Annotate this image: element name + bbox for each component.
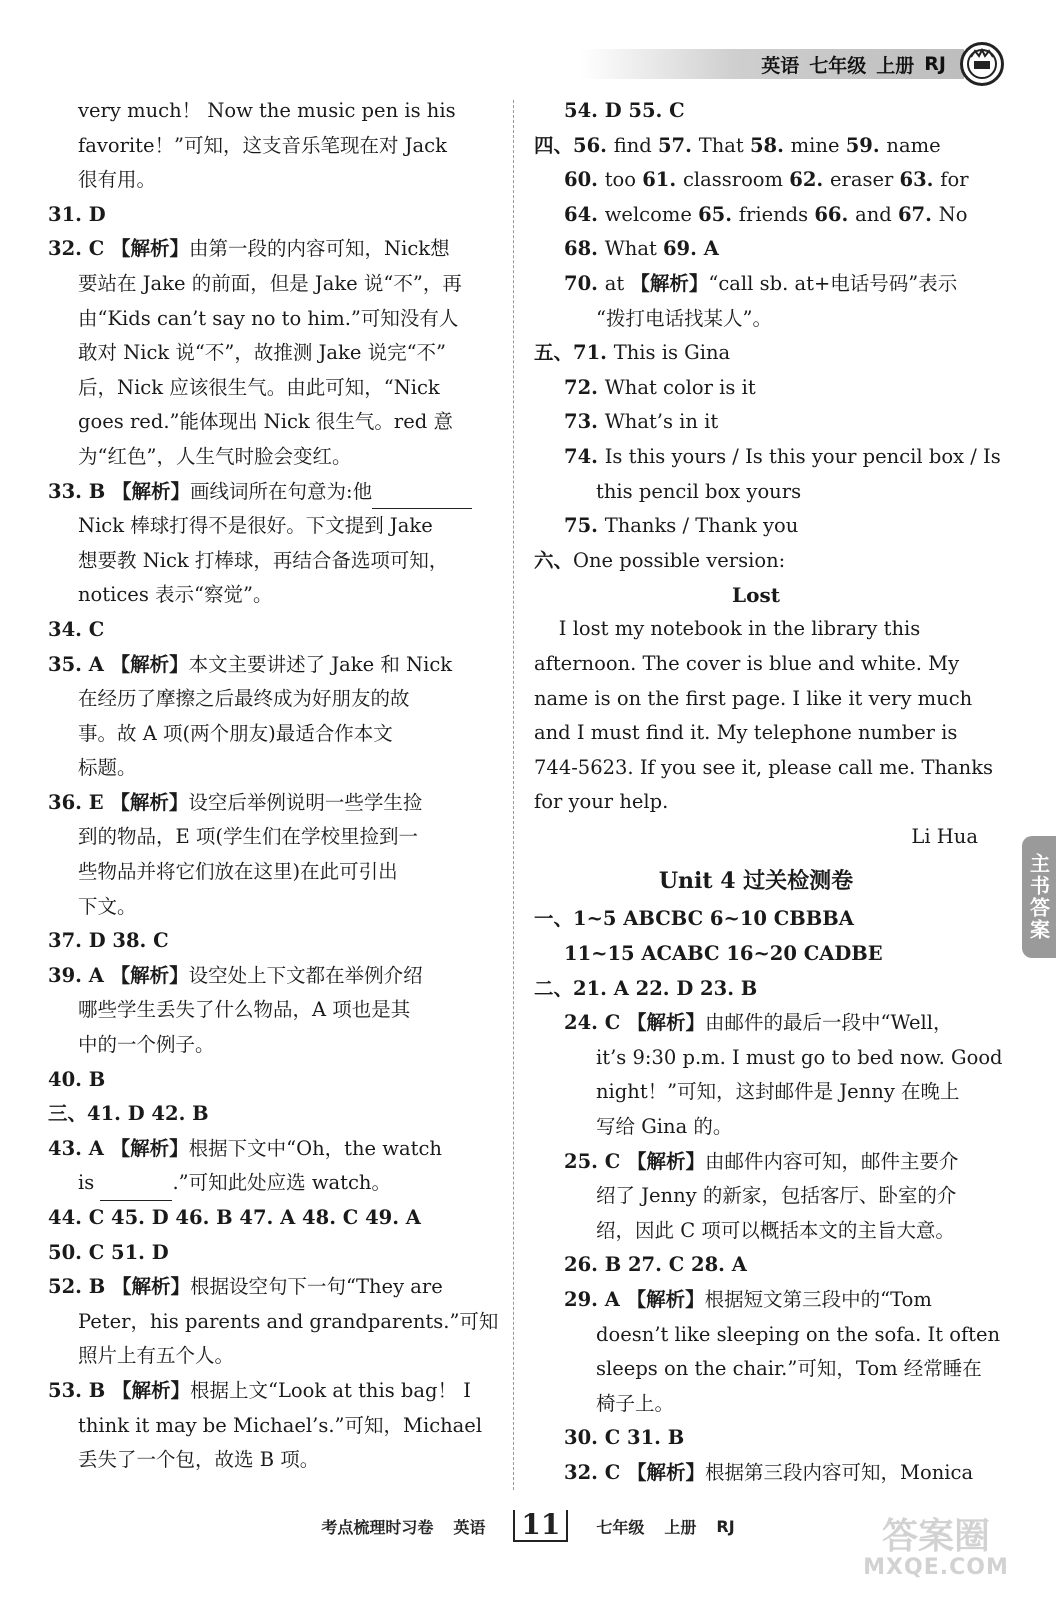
answer-number: 25. C [564, 1149, 621, 1173]
answer-line [534, 129, 978, 164]
answer-number: 64. [564, 202, 605, 226]
essay-signature: Li Hua [911, 824, 978, 848]
answer-text: “call sb. at+电话号码”表示 [708, 271, 958, 295]
answer-line [48, 371, 488, 406]
answer-text: 到的物品，E 项(学生们在学校里捡到一 [78, 825, 419, 849]
answer-line [48, 1236, 488, 1271]
answer-text: goes red.”能体现出 Nick 很生气。red 意 [78, 410, 453, 434]
answer-line [48, 682, 488, 717]
answer-text: Is this yours / Is this your pencil box / Is [604, 444, 1001, 468]
answer-line [48, 405, 488, 440]
answer-text: 根据上文“Look at this bag！ I [190, 1378, 471, 1402]
answer-text: Peter，his parents and grandparents.”可知 [78, 1309, 499, 1333]
answer-number: 59. [845, 133, 887, 157]
answer-line [48, 544, 488, 579]
header-edition: RJ [924, 53, 946, 75]
analysis-tag: 【解析】 [620, 1011, 706, 1035]
answer-text: 照片上有五个人。 [78, 1344, 235, 1368]
answer-number: 32. C [48, 237, 105, 261]
answer-number: 26. B 27. C 28. A [564, 1253, 747, 1277]
essay-line: name is on the first page. I like it very much [534, 686, 973, 710]
answer-line [534, 972, 978, 1007]
answer-number: 72. [564, 375, 605, 399]
watermark-line1: 答案圈 [881, 1516, 990, 1557]
answer-text: 想要教 Nick 打棒球，再结合备选项可知， [78, 548, 449, 572]
answer-number: 37. D 38. C [48, 929, 169, 953]
answer-text: 为“红色”，人生气时脸会变红。 [78, 444, 352, 468]
answer-text: That [698, 133, 750, 157]
header-grade: 七年级 [809, 54, 867, 77]
right-column [534, 94, 1003, 1491]
side-tab [1022, 836, 1056, 958]
answer-line [48, 751, 488, 786]
answer-text: 下文。 [78, 894, 137, 918]
answer-text: Nick 棒球打得不是很好。下文提到 Jake [78, 514, 433, 538]
answer-line [48, 198, 488, 233]
answer-text: No [938, 202, 968, 226]
answer-number: 50. C 51. D [48, 1240, 169, 1264]
answer-line [534, 302, 978, 337]
answer-text: 很有用。 [78, 168, 157, 192]
answer-text: 中的一个例子。 [78, 1033, 215, 1057]
answer-text: 写给 Gina 的。 [596, 1115, 733, 1139]
answer-line [48, 94, 488, 129]
essay-line: 744-5623. If you see it, please call me. Thanks [534, 755, 994, 779]
answer-text: 根据下文中“Oh，the watch [188, 1136, 442, 1160]
answer-number: 58. [749, 133, 791, 157]
answer-line [534, 198, 978, 233]
answer-line [534, 232, 978, 267]
answer-text: 根据短文第三段中的“Tom [704, 1288, 932, 1311]
answer-line [48, 232, 488, 267]
answer-line [534, 544, 978, 579]
answer-text: and [855, 202, 898, 226]
answer-line [534, 1352, 982, 1387]
footer-book: 考点梳理时习卷 [321, 1517, 434, 1537]
analysis-tag: 【解析】 [105, 1378, 190, 1402]
answer-number: 一、 [534, 907, 574, 931]
answer-number: 二、 [534, 976, 574, 1000]
answer-text: doesn’t like sleeping on the sofa. It often [596, 1322, 1001, 1346]
essay-title: Lost [732, 583, 780, 608]
header-strip [581, 49, 964, 79]
answer-text: too [604, 168, 643, 192]
answer-line [48, 336, 488, 371]
answer-line [48, 1028, 488, 1063]
fill-blank [100, 1178, 172, 1201]
answer-number: 三、 [48, 1102, 88, 1126]
fill-blank [372, 486, 472, 509]
answer-line [48, 959, 488, 994]
answer-number: 35. A [48, 652, 104, 676]
answer-number: 54. D 55. C [564, 99, 685, 122]
answer-number: 43. A [48, 1136, 104, 1160]
answer-number: 29. A [564, 1288, 620, 1311]
answer-number: 五、 [534, 341, 574, 365]
answer-line [534, 937, 978, 972]
answer-line [48, 717, 488, 752]
answer-number: 31. D [48, 202, 106, 226]
answer-number: 33. B [48, 479, 106, 503]
answer-line [48, 820, 488, 855]
answer-text: 绍了 Jenny 的新家，包括客厅、卧室的介 [596, 1184, 957, 1208]
answer-line [48, 509, 488, 544]
essay-line: for your help. [534, 790, 669, 814]
publisher-logo-icon [960, 42, 1004, 86]
answer-text: it’s 9:30 p.m. I must go to bed now. Good [596, 1045, 1003, 1069]
answer-number: 40. B [48, 1067, 106, 1091]
answer-number: 60. [564, 168, 605, 192]
answer-number: 56. [573, 133, 614, 157]
answer-text: 要站在 Jake 的前面，但是 Jake 说“不”，再 [78, 271, 462, 295]
answer-line [534, 163, 978, 198]
answer-line [48, 578, 488, 613]
answer-line [534, 1248, 978, 1283]
answer-text: 标题。 [78, 756, 137, 780]
side-tab-label: 主书答案 [1026, 853, 1051, 941]
analysis-tag: 【解析】 [620, 1460, 706, 1484]
answer-number: 41. D 42. B [87, 1102, 209, 1126]
answer-number: 71. [573, 341, 614, 365]
running-header [581, 44, 1004, 84]
watermark [856, 1516, 1016, 1582]
right-top-answers [534, 94, 1001, 578]
answer-line [48, 1097, 488, 1132]
column-divider [513, 100, 514, 1490]
answer-text: What’s in it [604, 410, 719, 434]
answer-number: 11~15 ACABC 16~20 CADBE [564, 942, 883, 966]
answer-text: friends [738, 202, 815, 226]
left-column [48, 94, 499, 1478]
footer-subject: 英语 [453, 1517, 486, 1537]
answer-line [48, 993, 488, 1028]
answer-line [534, 1387, 978, 1422]
answer-line [534, 1456, 978, 1491]
answer-text: 由邮件内容可知，邮件主要介 [705, 1149, 959, 1173]
answer-line [534, 475, 978, 510]
answer-text: notices 表示“察觉”。 [78, 583, 273, 607]
answer-number: 36. E [48, 790, 104, 814]
answer-text: 椅子上。 [596, 1391, 675, 1415]
analysis-tag: 【解析】 [630, 271, 709, 295]
answer-text: at [604, 271, 631, 295]
answer-number: 70. [564, 271, 605, 295]
answer-line [48, 129, 488, 164]
page-number: 11 [513, 1510, 568, 1542]
answer-number: 44. C 45. D 46. B 47. A 48. C 49. A [48, 1206, 421, 1229]
answer-text: 根据设空句下一句“They are [190, 1275, 443, 1299]
answer-text: night！”可知，这封邮件是 Jenny 在晚上 [596, 1080, 960, 1104]
answer-line [534, 94, 978, 129]
answer-number: 21. A 22. D 23. B [573, 976, 758, 1000]
answer-text: this pencil box yours [596, 479, 802, 503]
unit-title: Unit 4 过关检测卷 [658, 868, 854, 895]
answer-text: 由第一段的内容可知，Nick想 [189, 237, 450, 261]
answer-text: very much！ Now the music pen is his [78, 99, 456, 122]
answer-line [48, 1443, 488, 1478]
answer-line [534, 336, 978, 371]
answer-text: 事。故 A 项(两个朋友)最适合作本文 [78, 721, 393, 745]
answer-text: What color is it [604, 375, 756, 399]
answer-text: eraser [829, 168, 900, 192]
answer-number: 30. C 31. B [564, 1426, 685, 1450]
answer-number: 69. A [662, 237, 719, 261]
watermark-line2: MXQE.COM [863, 1555, 1009, 1580]
answer-text: welcome [604, 202, 699, 226]
answer-line [534, 902, 978, 937]
answer-number: 62. [789, 168, 830, 192]
answer-line [534, 1179, 978, 1214]
answer-line [534, 1006, 978, 1041]
answer-text: 设空处上下文都在举例介绍 [188, 963, 423, 987]
answer-number: 61. [642, 168, 683, 192]
essay-line: I lost my notebook in the library this [534, 617, 921, 641]
answer-line [534, 1421, 978, 1456]
answer-text: mine [790, 133, 846, 157]
answer-line [48, 440, 488, 475]
right-bottom-answers [534, 902, 1003, 1490]
answer-text: 本文主要讲述了 Jake 和 Nick [188, 652, 453, 676]
answer-text: 些物品并将它们放在这里)在此可引出 [78, 860, 398, 884]
answer-line [48, 1409, 488, 1444]
answer-number: 57. [657, 133, 699, 157]
answer-line [534, 1283, 978, 1318]
essay-body [534, 612, 994, 820]
answer-line [48, 890, 488, 925]
analysis-tag: 【解析】 [103, 1136, 189, 1160]
answer-number: 六、 [534, 548, 574, 572]
answer-text: 后，Nick 应该很生气。由此可知，“Nick [78, 375, 440, 399]
footer-edition: RJ [716, 1516, 735, 1536]
answer-line [48, 613, 488, 648]
analysis-tag: 【解析】 [103, 790, 189, 814]
answer-text: “拨打电话找某人”。 [596, 306, 772, 330]
answer-line [48, 1339, 488, 1374]
answer-line [48, 1270, 488, 1305]
answer-text: sleeps on the chair.”可知，Tom 经常睡在 [596, 1357, 982, 1381]
answer-line [534, 509, 978, 544]
essay-line: and I must find it. My telephone number is [534, 721, 958, 745]
answer-line [48, 786, 488, 821]
answer-line [48, 163, 488, 198]
answer-number: 34. C [48, 617, 105, 641]
answer-text: .”可知此处应选 watch。 [172, 1171, 391, 1195]
answer-text: favorite！”可知，这支音乐笔现在对 Jack [78, 133, 447, 157]
answer-text: 由“Kids can’t say no to him.”可知没有人 [78, 306, 459, 330]
answer-line [48, 1166, 488, 1201]
analysis-tag: 【解析】 [619, 1288, 705, 1311]
answer-text: 在经历了摩擦之后最终成为好朋友的故 [78, 687, 410, 711]
answer-number: 52. B [48, 1275, 106, 1299]
footer-term: 上册 [664, 1517, 697, 1537]
answer-number: 四、 [534, 133, 574, 157]
analysis-tag: 【解析】 [103, 963, 189, 987]
answer-text: 丢失了一个包，故选 B 项。 [78, 1448, 320, 1472]
analysis-tag: 【解析】 [620, 1149, 706, 1173]
answer-text: 根据第三段内容可知，Monica [705, 1460, 974, 1484]
answer-number: 32. C [564, 1460, 621, 1484]
answer-number: 67. [897, 202, 939, 226]
answer-number: 53. B [48, 1378, 106, 1402]
answer-line [48, 1132, 488, 1167]
footer-grade: 七年级 [596, 1517, 645, 1537]
analysis-tag: 【解析】 [104, 237, 190, 261]
answer-text: 哪些学生丢失了什么物品，A 项也是其 [78, 998, 411, 1022]
answer-number: 1~5 ABCBC 6~10 CBBBA [573, 907, 854, 931]
answer-text: find [613, 133, 658, 157]
header-term: 上册 [876, 54, 915, 77]
answer-number: 24. C [564, 1011, 621, 1035]
answer-text: 绍，因此 C 项可以概括本文的主旨大意。 [596, 1218, 955, 1242]
answer-text: for [940, 168, 969, 192]
answer-line [48, 267, 488, 302]
answer-line [534, 1145, 978, 1180]
answer-text: What [604, 237, 663, 261]
answer-text: is [78, 1171, 101, 1195]
answer-line [534, 1041, 1003, 1076]
answer-line [534, 371, 978, 406]
analysis-tag: 【解析】 [105, 479, 190, 503]
answer-line [534, 1318, 1001, 1353]
answer-number: 74. [564, 444, 605, 468]
answer-line [48, 1063, 488, 1098]
essay-line: afternoon. The cover is blue and white. My [534, 651, 960, 675]
answer-line [48, 924, 488, 959]
answer-number: 39. A [48, 963, 104, 987]
answer-line [48, 855, 488, 890]
answer-number: 63. [899, 168, 941, 192]
analysis-tag: 【解析】 [103, 652, 189, 676]
answer-line [48, 1305, 499, 1340]
answer-text: think it may be Michael’s.”可知，Michael [78, 1413, 483, 1437]
answer-line [48, 1201, 488, 1236]
answer-line [534, 440, 1001, 475]
answer-line [48, 302, 488, 337]
answer-line [534, 1075, 978, 1110]
answer-line [48, 475, 488, 510]
answer-line [48, 648, 488, 683]
answer-number: 68. [564, 237, 605, 261]
analysis-tag: 【解析】 [105, 1275, 190, 1299]
answer-text: classroom [682, 168, 790, 192]
answer-line [534, 1214, 978, 1249]
header-subject: 英语 [761, 54, 800, 77]
answer-text: 设空后举例说明一些学生捡 [188, 790, 423, 814]
answer-text: This is Gina [613, 341, 731, 365]
answer-number: 73. [564, 410, 605, 434]
answer-text: One possible version: [573, 548, 786, 572]
answer-text: 敢对 Nick 说“不”，故推测 Jake 说完“不” [78, 341, 447, 365]
answer-text: name [886, 133, 941, 157]
answer-line [48, 1374, 488, 1409]
answer-line [534, 405, 978, 440]
answer-text: 由邮件的最后一段中“Well， [705, 1011, 953, 1035]
answer-line [534, 1110, 978, 1145]
answer-number: 65. [698, 202, 739, 226]
answer-number: 75. [564, 514, 605, 538]
answer-text: 画线词所在句意为:他 [190, 479, 373, 503]
answer-number: 66. [814, 202, 856, 226]
answer-line [534, 267, 978, 302]
answer-text: Thanks / Thank you [604, 514, 799, 538]
